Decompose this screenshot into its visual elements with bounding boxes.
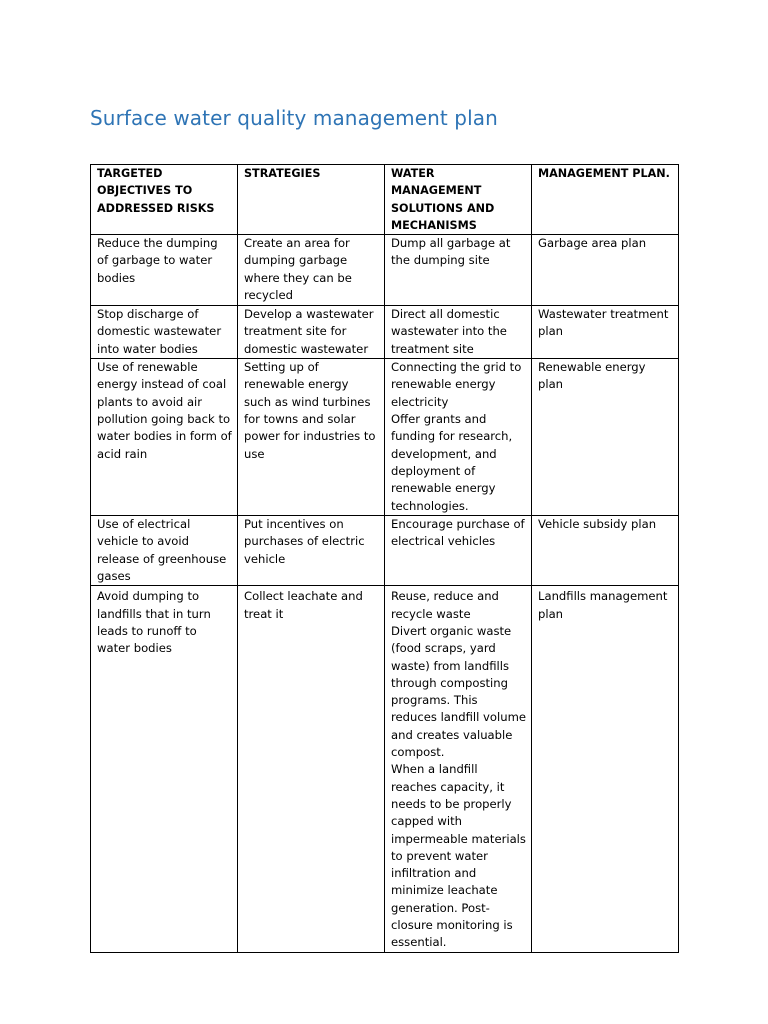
cell-plan: Vehicle subsidy plan (532, 516, 679, 586)
management-plan-table (90, 164, 679, 953)
table-row (91, 516, 679, 586)
table-row (91, 359, 679, 516)
cell-solutions (385, 235, 532, 306)
header-strategies: STRATEGIES (238, 165, 385, 235)
header-objectives: TARGETED OBJECTIVES TO ADDRESSED RISKS (91, 165, 238, 235)
solution-text: Offer grants and funding for research, development, and deployment of renewable energy technologies. (391, 412, 513, 513)
cell-strategy: Collect leachate and treat it (238, 586, 385, 952)
cell-plan: Renewable energy plan (532, 359, 679, 516)
solution-text: Dump all garbage at the dumping site (391, 236, 511, 268)
solution-text: Reuse, reduce and recycle waste (391, 589, 499, 621)
cell-objective: Reduce the dumping of garbage to water bodies (91, 235, 238, 306)
solution-text: Divert organic waste (food scraps, yard waste) from landfills through composting programs. This reduces landfill volume and creates valuable compost. (391, 623, 526, 760)
cell-objective: Stop discharge of domestic wastewater into water bodies (91, 306, 238, 359)
cell-strategy: Create an area for dumping garbage where they can be recycled (238, 235, 385, 306)
cell-objective: Avoid dumping to landfills that in turn leads to runoff to water bodies (91, 586, 238, 952)
cell-solutions (385, 306, 532, 359)
header-solutions: WATER MANAGEMENT SOLUTIONS AND MECHANISMS (385, 165, 532, 235)
cell-objective: Use of renewable energy instead of coal plants to avoid air pollution going back to water bodies in form of acid rain (91, 359, 238, 516)
cell-plan: Garbage area plan (532, 235, 679, 306)
table-row (91, 586, 679, 952)
cell-objective: Use of electrical vehicle to avoid release of greenhouse gases (91, 516, 238, 586)
cell-strategy: Setting up of renewable energy such as wind turbines for towns and solar power for industries to use (238, 359, 385, 516)
cell-solutions (385, 586, 532, 952)
table-header-row (91, 165, 679, 235)
cell-plan: Landfills management plan (532, 586, 679, 952)
table-row (91, 235, 679, 306)
cell-plan: Wastewater treatment plan (532, 306, 679, 359)
solution-text: Direct all domestic wastewater into the treatment site (391, 307, 507, 356)
cell-strategy: Put incentives on purchases of electric vehicle (238, 516, 385, 586)
cell-solutions (385, 359, 532, 516)
solution-text: Connecting the grid to renewable energy electricity (391, 360, 522, 409)
page-title: Surface water quality management plan (90, 106, 498, 130)
cell-solutions (385, 516, 532, 586)
header-management-plan: MANAGEMENT PLAN. (532, 165, 679, 235)
solution-text: Encourage purchase of electrical vehicles (391, 517, 525, 549)
cell-strategy: Develop a wastewater treatment site for domestic wastewater (238, 306, 385, 359)
table-row (91, 306, 679, 359)
solution-text: When a landfill reaches capacity, it needs to be properly capped with impermeable materials to prevent water infiltration and minimize leachate generation. Post-closure monitoring is essential. (391, 762, 526, 950)
